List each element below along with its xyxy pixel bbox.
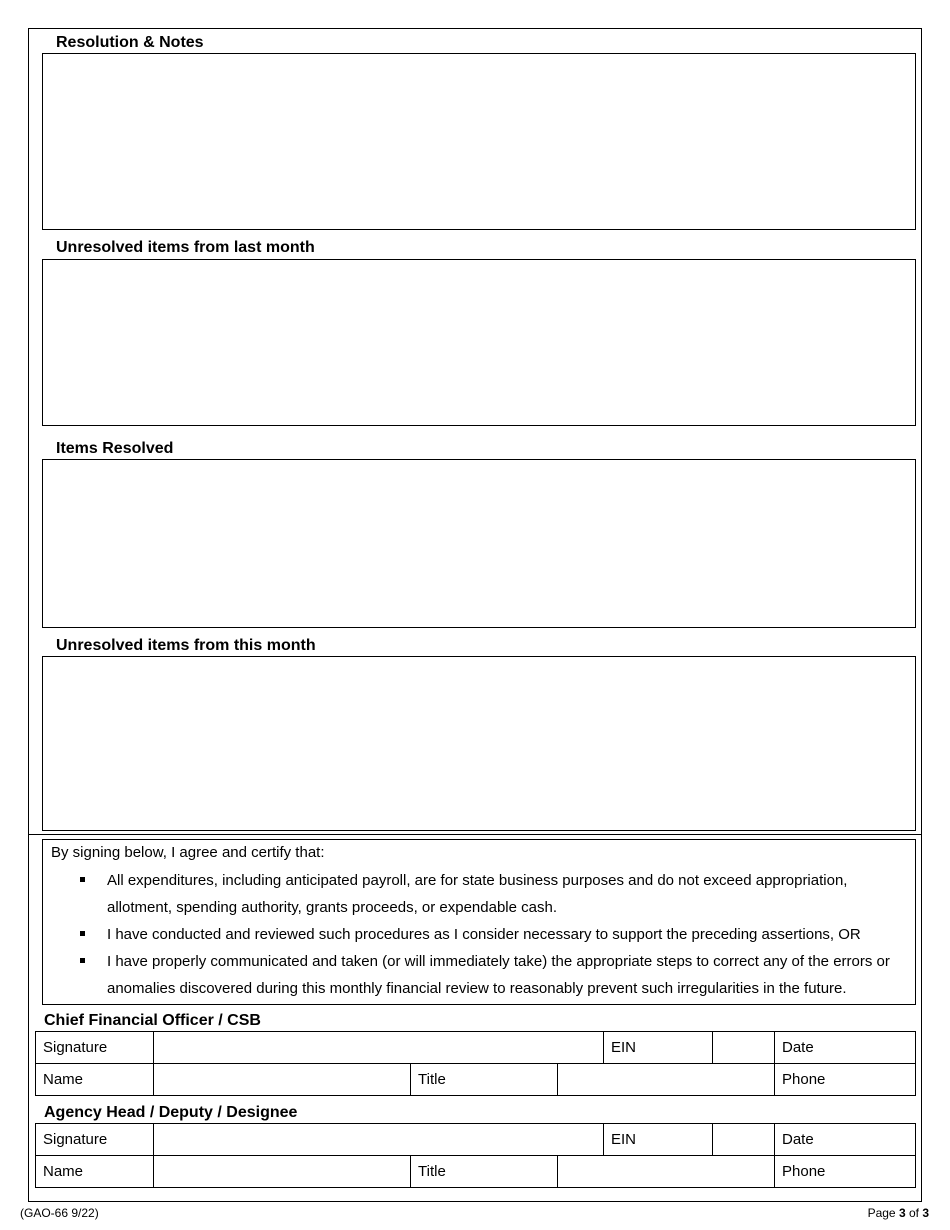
agency-signature-table: [35, 1123, 916, 1188]
agency-ein-field[interactable]: [713, 1124, 775, 1156]
agency-head-heading: Agency Head / Deputy / Designee: [44, 1104, 298, 1121]
unresolved-last-month-field[interactable]: [42, 259, 916, 426]
date-label: Date: [775, 1032, 916, 1064]
resolution-notes-heading: Resolution & Notes: [56, 34, 204, 51]
name-label: Name: [36, 1156, 154, 1188]
ein-label: EIN: [604, 1032, 713, 1064]
phone-label: Phone: [775, 1064, 916, 1096]
items-resolved-field[interactable]: [42, 459, 916, 628]
signature-label: Signature: [36, 1124, 154, 1156]
cfo-signature-field[interactable]: [154, 1032, 604, 1064]
certification-bullet: I have conducted and reviewed such procedures as I consider necessary to support the preceding assertions, OR: [51, 921, 907, 948]
certification-bullet: I have properly communicated and taken (or will immediately take) the appropriate steps to correct any of the errors or anomalies discovered during this monthly financial review to reasonably prevent such irregularities in the future.: [51, 948, 907, 1002]
page-total: 3: [922, 1206, 929, 1220]
title-label: Title: [411, 1064, 558, 1096]
certification-bullet: All expenditures, including anticipated payroll, are for state business purposes and do not exceed appropriation, allotment, spending authority, grants proceeds, or expendable cash.: [51, 867, 907, 921]
certification-box: [42, 839, 916, 1005]
name-label: Name: [36, 1064, 154, 1096]
unresolved-this-month-field[interactable]: [42, 656, 916, 831]
section-divider: [28, 834, 922, 835]
page-prefix: Page: [867, 1206, 899, 1220]
form-id: (GAO-66 9/22): [20, 1206, 99, 1220]
phone-label: Phone: [775, 1156, 916, 1188]
certification-list: [51, 867, 907, 1002]
agency-title-field[interactable]: [558, 1156, 775, 1188]
cfo-signature-table: [35, 1031, 916, 1096]
page-number: [868, 1206, 929, 1220]
unresolved-last-month-heading: Unresolved items from last month: [56, 239, 315, 256]
unresolved-this-month-heading: Unresolved items from this month: [56, 637, 316, 654]
resolution-notes-field[interactable]: [42, 53, 916, 230]
cfo-name-field[interactable]: [154, 1064, 411, 1096]
cfo-title-field[interactable]: [558, 1064, 775, 1096]
signature-label: Signature: [36, 1032, 154, 1064]
agency-name-field[interactable]: [154, 1156, 411, 1188]
cfo-heading: Chief Financial Officer / CSB: [44, 1012, 261, 1029]
items-resolved-heading: Items Resolved: [56, 440, 174, 457]
title-label: Title: [411, 1156, 558, 1188]
agency-signature-field[interactable]: [154, 1124, 604, 1156]
cfo-ein-field[interactable]: [713, 1032, 775, 1064]
page-current: 3: [898, 1206, 906, 1220]
page-of: of: [905, 1206, 923, 1220]
ein-label: EIN: [604, 1124, 713, 1156]
date-label: Date: [775, 1124, 916, 1156]
certification-intro: By signing below, I agree and certify that:: [51, 844, 325, 861]
